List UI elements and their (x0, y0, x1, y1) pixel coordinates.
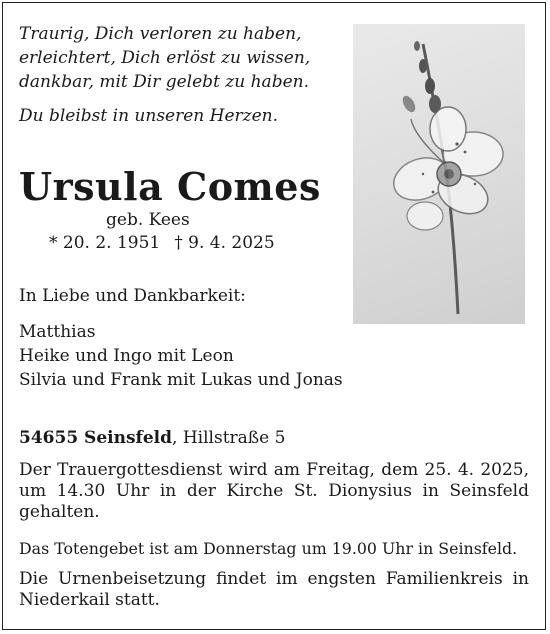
mourner-line: Silvia und Frank mit Lukas und Jonas (19, 370, 343, 390)
service-announcement: Der Trauergottesdienst wird am Freitag, dem 25. 4. 2025, um 14.30 Uhr in der Kirche St. Dionysius in Seinsfeld gehalten. (19, 460, 529, 522)
address (19, 428, 285, 448)
birth-name: geb. Kees (106, 210, 190, 230)
mourner-line: Heike und Ingo mit Leon (19, 346, 234, 366)
death-date: † 9. 4. 2025 (174, 233, 275, 253)
mourners-intro: In Liebe und Dankbarkeit: (19, 286, 246, 306)
address-street: , Hillstraße 5 (172, 428, 286, 448)
quote-line-1: Traurig, Dich verloren zu haben, (19, 24, 302, 44)
burial-announcement: Die Urnenbeisetzung findet im engsten Familienkreis in Niederkail statt. (19, 569, 529, 610)
quote-closing: Du bleibst in unseren Herzen. (19, 106, 279, 126)
birth-date: * 20. 2. 1951 (49, 233, 161, 253)
orchid-flower-icon (353, 24, 525, 324)
quote-line-3: dankbar, mit Dir gelebt zu haben. (19, 72, 309, 92)
mourners-list (19, 320, 343, 392)
orchid-image (353, 24, 525, 324)
life-dates (49, 233, 275, 253)
prayer-announcement: Das Totengebet ist am Donnerstag um 19.00 Uhr in Seinsfeld. (19, 539, 518, 558)
mourner-line: Matthias (19, 322, 96, 342)
quote-line-2: erleichtert, Dich erlöst zu wissen, (19, 48, 311, 68)
deceased-name: Ursula Comes (19, 164, 321, 209)
address-city: 54655 Seinsfeld (19, 428, 173, 448)
